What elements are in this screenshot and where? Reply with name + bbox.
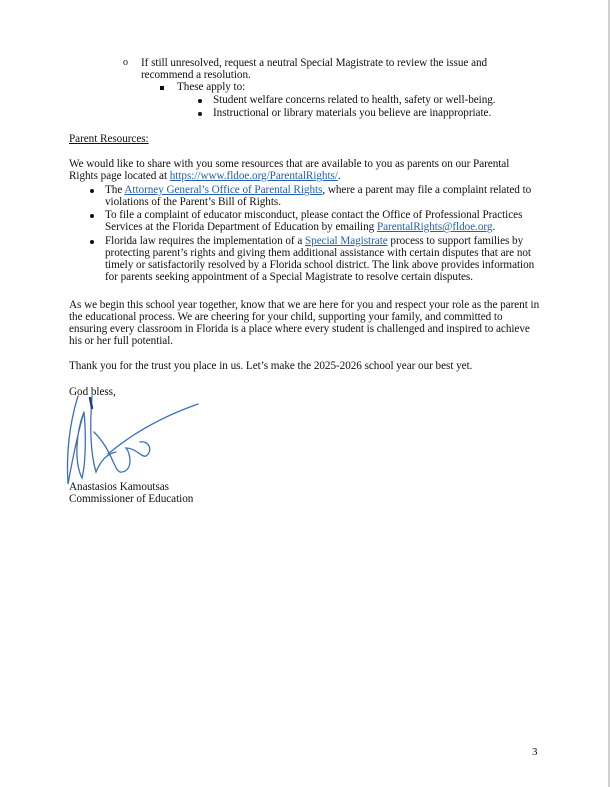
- resource-item-text: protecting parent’s rights and giving them additional assistance with certain disputes that are not: [105, 247, 531, 259]
- intro-text: We would like to share with you some resources that are available to you as parents on our Parental: [69, 158, 510, 170]
- email-link[interactable]: ParentalRights@fldoe.org: [376, 221, 493, 233]
- bullet-icon: [198, 112, 202, 116]
- intro-text: [69, 170, 341, 183]
- text-fragment: Services at the Florida Department of Education by emailing: [105, 221, 377, 233]
- special-magistrate-link[interactable]: Special Magistrate: [305, 235, 388, 247]
- signer-name: Anastasios Kamoutsas: [69, 481, 169, 493]
- resource-item-text: [105, 235, 523, 248]
- thanks-line: Thank you for the trust you place in us. Let’s make the 2025-2026 school year our best yet.: [69, 360, 473, 372]
- section-heading: Parent Resources:: [69, 133, 149, 145]
- bullet-icon: [90, 189, 94, 193]
- handwritten-signature-icon: [64, 392, 204, 492]
- intro-prefix: Rights page located at: [69, 170, 170, 182]
- signer-title: Commissioner of Education: [69, 493, 194, 505]
- hollow-circle-bullet-icon: o: [123, 57, 128, 68]
- bullet-icon: [90, 240, 94, 244]
- text-fragment: .: [492, 221, 496, 233]
- resource-item-text: for parents seeking appointment of a Special Magistrate to resolve certain disputes.: [105, 271, 473, 283]
- text-fragment: process to support families by: [387, 235, 524, 247]
- square-bullet-icon: [160, 86, 164, 90]
- text-fragment: , where a parent may file a complaint related to: [322, 184, 532, 196]
- resource-item-text: [105, 184, 531, 197]
- closing-paragraph-line: ensuring every classroom in Florida is a place where every student is challenged and inspired to achieve: [69, 323, 530, 335]
- resource-item-text: To file a complaint of educator misconduct, please contact the Office of Professional Practices: [105, 209, 523, 221]
- resource-item-text: [105, 221, 495, 234]
- closing-paragraph-line: his or her full potential.: [69, 335, 174, 347]
- closing-paragraph-line: the educational process. We are cheering for your child, supporting your family, and committed to: [69, 311, 503, 323]
- text-fragment: Florida law requires the implementation of a: [105, 235, 305, 247]
- list-item-text: Student welfare concerns related to health, safety or well-being.: [213, 94, 496, 106]
- resource-item-text: timely or satisfactorily resolved by a Florida school district. The link above provides information: [105, 259, 535, 271]
- list-item-text: If still unresolved, request a neutral Special Magistrate to review the issue and: [141, 57, 488, 69]
- bullet-icon: [198, 99, 202, 103]
- closing-paragraph-line: As we begin this school year together, know that we are here for you and respect your role as the parent in: [69, 299, 540, 311]
- list-item-text: These apply to:: [177, 81, 246, 93]
- page-number: 3: [532, 746, 538, 758]
- attorney-general-link[interactable]: Attorney General’s Office of Parental Rights: [124, 184, 323, 196]
- sign-off: God bless,: [69, 386, 116, 398]
- intro-suffix: .: [337, 170, 341, 182]
- resource-item-text: violations of the Parent’s Bill of Rights.: [105, 196, 281, 208]
- parental-rights-link[interactable]: https://www.fldoe.org/ParentalRights/: [169, 170, 338, 182]
- list-item-text: Instructional or library materials you believe are inappropriate.: [213, 107, 492, 119]
- text-fragment: The: [105, 184, 125, 196]
- list-item-text: recommend a resolution.: [141, 69, 251, 81]
- bullet-icon: [90, 214, 94, 218]
